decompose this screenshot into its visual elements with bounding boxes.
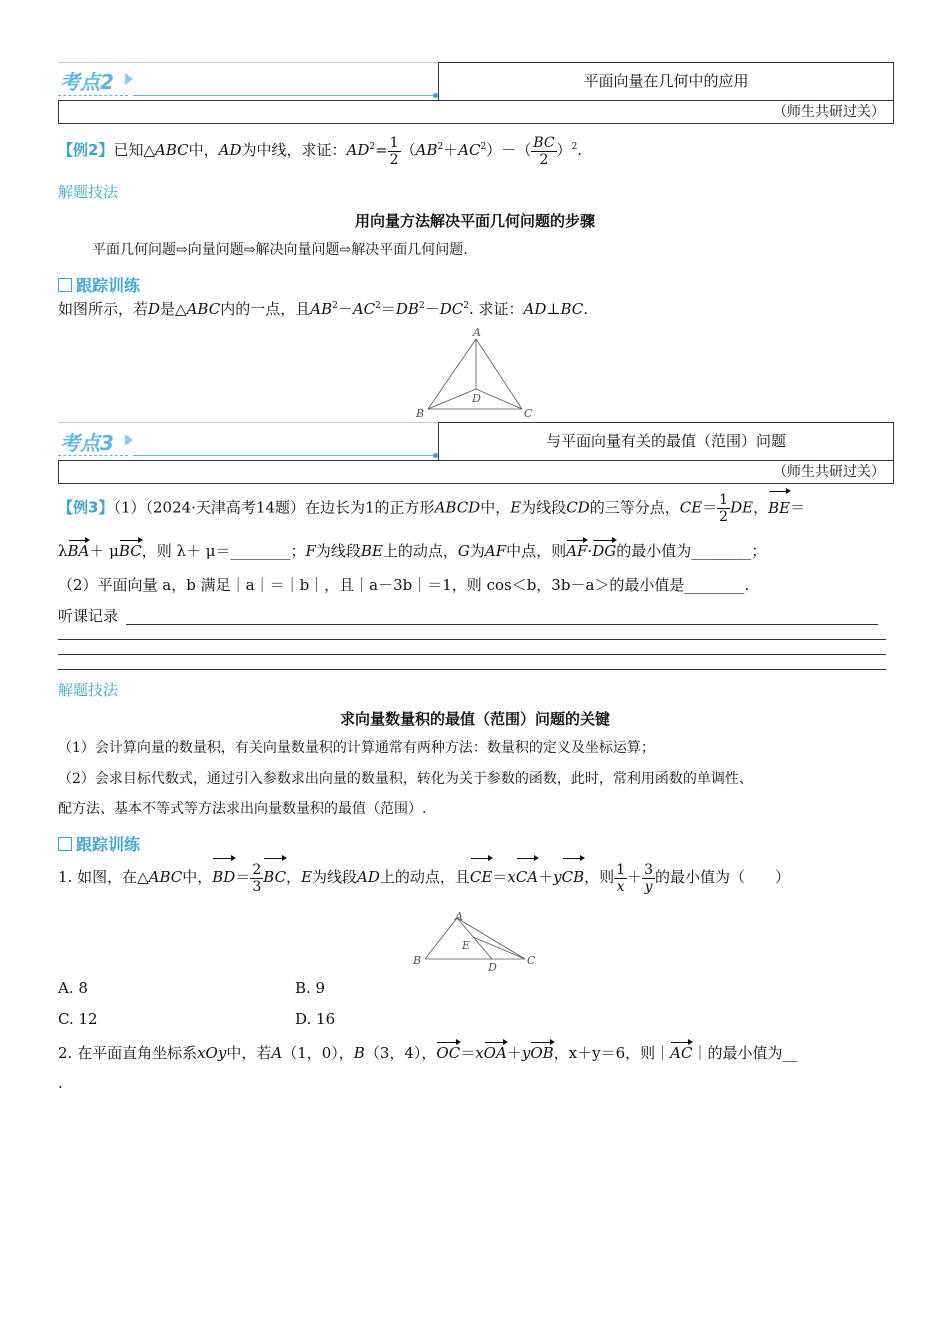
numerator: BC <box>533 134 555 151</box>
example-2 <box>58 133 582 168</box>
text: λ <box>58 542 68 560</box>
text: 的最小值为________； <box>616 542 767 560</box>
label-d: D <box>488 961 497 974</box>
fraction <box>717 492 730 525</box>
label-underline <box>58 455 128 456</box>
triangle-figure-2 <box>405 908 550 978</box>
kaodian-3-subtitle: （师生共研过关） <box>58 460 894 484</box>
text: 为线段 <box>521 498 567 517</box>
track-label: 跟踪训练 <box>76 835 141 854</box>
fraction <box>642 862 655 895</box>
text: 上的动点， <box>382 542 458 560</box>
denominator: x <box>616 878 625 895</box>
vector: BC <box>118 542 142 560</box>
math: D <box>148 300 161 318</box>
kaodian-3-label: 考点3 <box>60 431 114 455</box>
text: · <box>587 542 593 560</box>
vector: BD <box>212 860 235 894</box>
exponent: 2 <box>332 301 338 311</box>
label-b: B <box>416 407 425 420</box>
numerator: 1 <box>616 861 626 878</box>
method-heading: 用向量方法解决平面几何问题的步骤 <box>354 212 595 230</box>
notes-line[interactable] <box>58 654 886 655</box>
vector: AC <box>670 1044 693 1062</box>
blue-rule <box>133 455 435 456</box>
method-body: 平面几何问题⇨向量问题⇨解决向量问题⇨解决平面几何问题. <box>92 242 468 258</box>
math: G <box>457 542 470 560</box>
text: ， <box>286 868 302 886</box>
method-heading: 求向量数量积的最值（范围）问题的关键 <box>339 710 610 728</box>
checkbox-square-icon <box>58 278 72 292</box>
label-c: C <box>524 407 533 420</box>
math: AB <box>415 141 438 159</box>
text: 内的一点，且 <box>220 300 311 318</box>
text: （3，4）， <box>364 1044 437 1062</box>
triangle-figure-1 <box>410 325 540 420</box>
vector: OB <box>530 1044 554 1062</box>
text: ，x＋y＝6，则｜ <box>553 1044 671 1062</box>
math: AD <box>357 868 380 886</box>
kaodian-2-label: 考点2 <box>60 70 114 94</box>
math: y <box>553 868 562 886</box>
text: . 求证： <box>468 300 524 318</box>
top-rule <box>58 62 438 63</box>
math: E <box>510 498 522 517</box>
math: DE <box>730 498 754 517</box>
text: ＝ <box>492 868 508 886</box>
text: ＝ <box>235 868 251 886</box>
text: ＋ <box>538 868 554 886</box>
text: 上的动点，且 <box>379 868 470 886</box>
exponent: 2 <box>375 301 381 311</box>
label-c: C <box>527 954 536 967</box>
method-item-2b: 配方法、基本不等式等方法求出向量数量积的最值（范围）. <box>58 801 427 817</box>
text: . <box>583 300 589 318</box>
kaodian-3-title: 与平面向量有关的最值（范围）问题 <box>438 422 894 462</box>
exponent: 2 <box>418 301 425 311</box>
math: DC <box>439 300 464 318</box>
exponent: 2 <box>463 301 469 311</box>
math: DB <box>395 300 419 318</box>
fraction <box>250 862 263 895</box>
track-label: 跟踪训练 <box>76 276 141 295</box>
text: ＋ <box>627 868 643 886</box>
label-e: E <box>462 939 471 952</box>
text: ）－（ <box>486 141 532 159</box>
text: 1. 如图，在△ <box>58 868 149 886</box>
example-2-tag: 【例2】 <box>58 141 114 159</box>
math: y <box>521 1044 531 1062</box>
text: . <box>577 141 583 159</box>
text: 2. 在平面直角坐标系 <box>58 1044 198 1062</box>
fraction <box>614 862 627 895</box>
label-b: B <box>413 954 422 967</box>
text: （1，0）， <box>282 1044 354 1062</box>
label-underline <box>58 95 128 96</box>
text: 中， <box>182 868 213 886</box>
text: 如图所示，若 <box>58 300 149 318</box>
text: 中点，则 <box>506 542 567 560</box>
numerator: 1 <box>719 492 729 508</box>
exponent: 2 <box>571 142 578 152</box>
text: － <box>337 300 353 318</box>
text: ，则 <box>584 868 615 886</box>
math: ABC <box>154 141 189 159</box>
notes-line[interactable] <box>58 669 886 670</box>
exponent: 2 <box>480 142 487 152</box>
vector: DG <box>592 542 617 560</box>
numerator: 3 <box>644 861 654 878</box>
label-a: A <box>455 910 463 923</box>
example-3-line-2 <box>58 540 766 561</box>
math: AD <box>346 141 370 159</box>
vector: CA <box>516 860 538 894</box>
text: ， <box>753 498 769 517</box>
math: F <box>305 542 316 560</box>
vector: OA <box>483 1044 507 1062</box>
text: （ <box>400 141 416 159</box>
math: ABC <box>148 868 183 886</box>
example-3-tag: 【例3】 <box>58 498 114 517</box>
math: ABC <box>186 300 221 318</box>
option-a[interactable]: A. 8 <box>58 979 88 997</box>
text: 的三等分点， <box>589 498 680 517</box>
blue-rule <box>133 95 435 96</box>
math: AD <box>523 300 547 318</box>
section-method: 解题技法 <box>58 681 119 699</box>
method-item-1: （1）会计算向量的数量积，有关向量数量积的计算通常有两种方法：数量积的定义及坐标运算； <box>58 740 655 756</box>
track-1-question <box>58 298 588 319</box>
vector: BC <box>263 860 286 894</box>
notes-label: 听课记录 <box>58 607 119 625</box>
math: B <box>353 1044 365 1062</box>
text: ｜的最小值为__ <box>692 1044 798 1062</box>
track-training-1 <box>58 273 140 296</box>
play-triangle-icon <box>125 73 133 85</box>
math: CD <box>566 498 590 517</box>
text: ＋ <box>506 1044 522 1062</box>
question-2-end: . <box>58 1074 63 1092</box>
numerator: 2 <box>252 861 262 878</box>
math: AC <box>352 300 376 318</box>
text: ＝ <box>380 300 396 318</box>
text: 为线段 <box>312 868 358 886</box>
method-item-2a: （2）会求目标代数式，通过引入参数求出向量的数量积，转化为关于参数的函数，此时，常利用函数的单调性、 <box>58 771 753 787</box>
example-3-line-1 <box>58 492 805 525</box>
vector: BE <box>768 493 790 523</box>
denominator: 3 <box>252 878 262 895</box>
label-a: A <box>473 326 481 339</box>
fraction <box>531 135 556 168</box>
question-2 <box>58 1042 797 1063</box>
question-1 <box>58 860 790 895</box>
math: x <box>475 1044 484 1062</box>
text: 中， <box>188 141 219 159</box>
text: ＋ μ <box>89 542 119 560</box>
text: ＝ <box>790 498 806 517</box>
text: 中，若 <box>226 1044 272 1062</box>
denominator: 2 <box>539 151 549 168</box>
text: － <box>424 300 440 318</box>
kaodian-2-title: 平面向量在几何中的应用 <box>438 62 894 102</box>
math: xOy <box>197 1044 227 1062</box>
text: ⊥ <box>546 300 561 318</box>
text: 已知△ <box>113 141 155 159</box>
text: 是△ <box>160 300 187 318</box>
track-training-2 <box>58 832 140 855</box>
math: AF <box>484 542 507 560</box>
label-d: D <box>472 392 481 405</box>
checkbox-square-icon <box>58 837 72 851</box>
math: x <box>507 868 516 886</box>
math: ABCD <box>434 498 481 517</box>
option-c[interactable]: C. 12 <box>58 1010 98 1028</box>
math: AB <box>310 300 333 318</box>
text: = <box>375 141 388 159</box>
math: BE <box>360 542 383 560</box>
math: E <box>301 868 313 886</box>
option-d[interactable]: D. 16 <box>295 1010 336 1028</box>
play-triangle-icon <box>125 434 133 446</box>
text: ，则 λ＋ μ＝________； <box>141 542 306 560</box>
fraction <box>388 135 401 168</box>
text: （1）（2024·天津高考14题）在边长为1的正方形 <box>113 498 435 517</box>
text: ＋ <box>443 141 459 159</box>
math: A <box>271 1044 283 1062</box>
text: 为线段 <box>315 542 361 560</box>
vector: AF <box>566 542 588 560</box>
text: ） <box>556 141 572 159</box>
denominator: 2 <box>719 509 729 525</box>
section-method: 解题技法 <box>58 183 119 201</box>
option-b[interactable]: B. 9 <box>295 979 326 997</box>
math: CE <box>679 498 703 517</box>
text: 为 <box>469 542 485 560</box>
exponent: 2 <box>437 142 444 152</box>
edge-ce <box>473 937 525 959</box>
example-3-part-2: （2）平面向量 a，b 满足｜a｜＝｜b｜，且｜a－3b｜＝1，则 cos＜b，3b－a＞的最小值是________. <box>58 576 750 594</box>
math: AD <box>218 141 242 159</box>
top-rule <box>58 422 438 423</box>
edge-ac <box>476 339 522 409</box>
edge-ab <box>425 918 457 959</box>
vector: OC <box>436 1044 461 1062</box>
text: ＝ <box>702 498 718 517</box>
numerator: 1 <box>389 134 399 151</box>
exponent: 2 <box>369 142 376 152</box>
notes-line[interactable] <box>126 624 878 625</box>
notes-line[interactable] <box>58 639 886 640</box>
math: AC <box>458 141 481 159</box>
text: 为中线，求证： <box>241 141 347 159</box>
edge-ab <box>428 339 476 409</box>
vector: BA <box>67 542 90 560</box>
vector: CE <box>470 860 492 894</box>
text: ＝ <box>460 1044 476 1062</box>
math: BC <box>560 300 584 318</box>
text: 的最小值为（ ） <box>655 868 791 886</box>
kaodian-2-subtitle: （师生共研过关） <box>58 100 894 124</box>
denominator: y <box>644 878 653 895</box>
denominator: 2 <box>389 151 399 168</box>
vector: CB <box>562 860 585 894</box>
text: 中， <box>480 498 511 517</box>
